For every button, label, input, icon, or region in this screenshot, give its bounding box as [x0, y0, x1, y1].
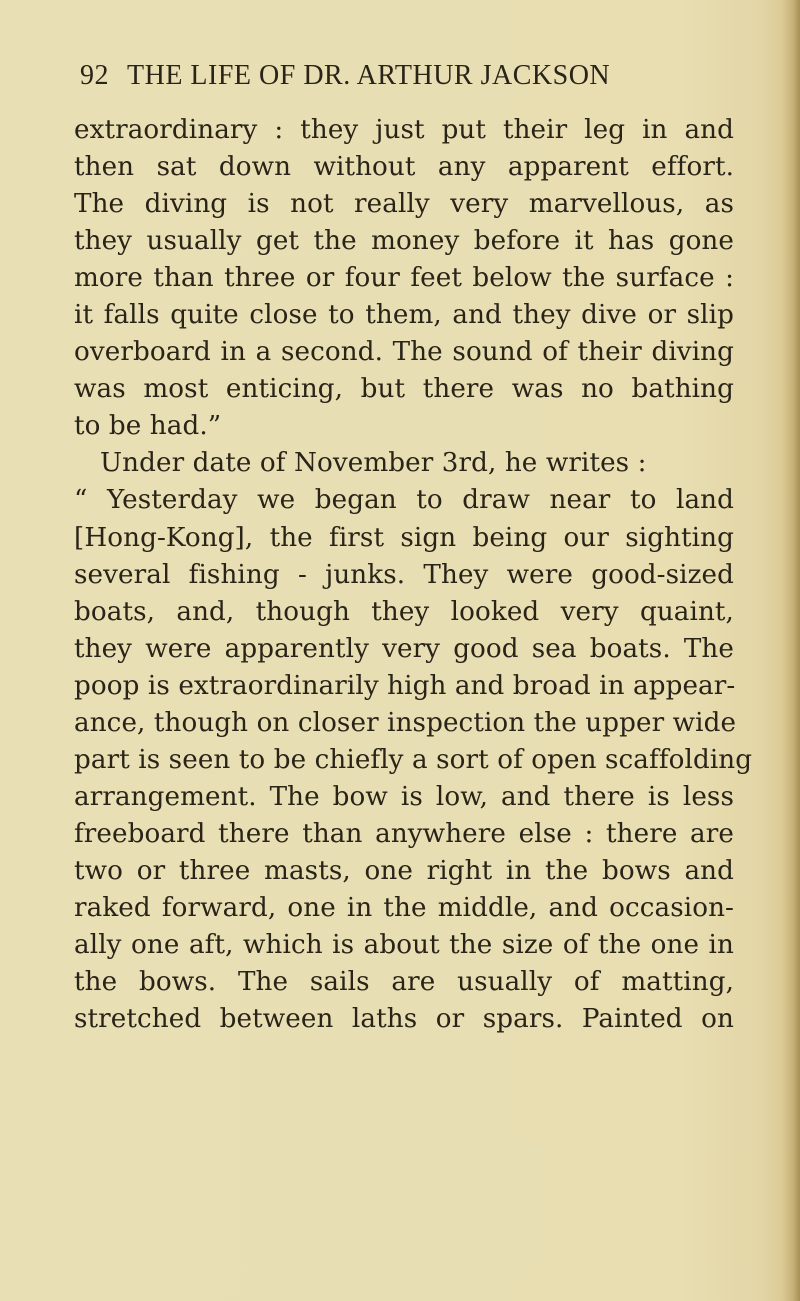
text-line: “ Yesterday we began to draw near to land: [74, 485, 734, 516]
text-line: extraordinary : they just put their leg in and: [74, 115, 734, 145]
text-line: The diving is not really very marvellous, as: [74, 189, 734, 220]
text-line: [Hong-Kong], the first sign being our sighting: [74, 522, 734, 553]
running-title: THE LIFE OF DR. ARTHUR JACKSON: [127, 60, 611, 91]
page-number: 92: [80, 60, 109, 91]
text-line: raked forward, one in the middle, and occasion-: [74, 892, 734, 923]
text-line: boats, and, though they looked very quaint,: [74, 596, 734, 627]
text-line: Under date of November 3rd, he writes :: [100, 448, 647, 479]
text-line: was most enticing, but there was no bathing: [74, 374, 734, 405]
text-line: they were apparently very good sea boats. The: [74, 633, 734, 664]
text-line: ally one aft, which is about the size of the one in: [74, 930, 734, 961]
body-text: [74, 112, 753, 1038]
text-line: stretched between laths or spars. Painted on: [74, 1004, 734, 1035]
text-line: part is seen to be chiefly a sort of open scaffolding: [74, 744, 753, 775]
text-line: ance, though on closer inspection the upper wide: [74, 707, 737, 738]
text-line: then sat down without any apparent effort.: [74, 152, 734, 183]
text-line: poop is extraordinarily high and broad in appear-: [74, 670, 736, 701]
text-line: it falls quite close to them, and they dive or slip: [74, 300, 734, 331]
text-line: the bows. The sails are usually of matting,: [74, 967, 734, 998]
text-line: they usually get the money before it has gone: [74, 226, 734, 257]
text-line: two or three masts, one right in the bows and: [74, 855, 734, 886]
text-line: more than three or four feet below the surface :: [74, 263, 734, 294]
text-line: to be had.”: [74, 411, 222, 442]
text-line: overboard in a second. The sound of their diving: [74, 337, 734, 368]
text-line: arrangement. The bow is low, and there is less: [74, 781, 734, 812]
text-line: several fishing - junks. They were good-sized: [74, 559, 734, 590]
text-line: freeboard there than anywhere else : there are: [74, 818, 734, 849]
page-edge-shadow: [782, 0, 800, 1301]
running-header: [80, 60, 720, 92]
